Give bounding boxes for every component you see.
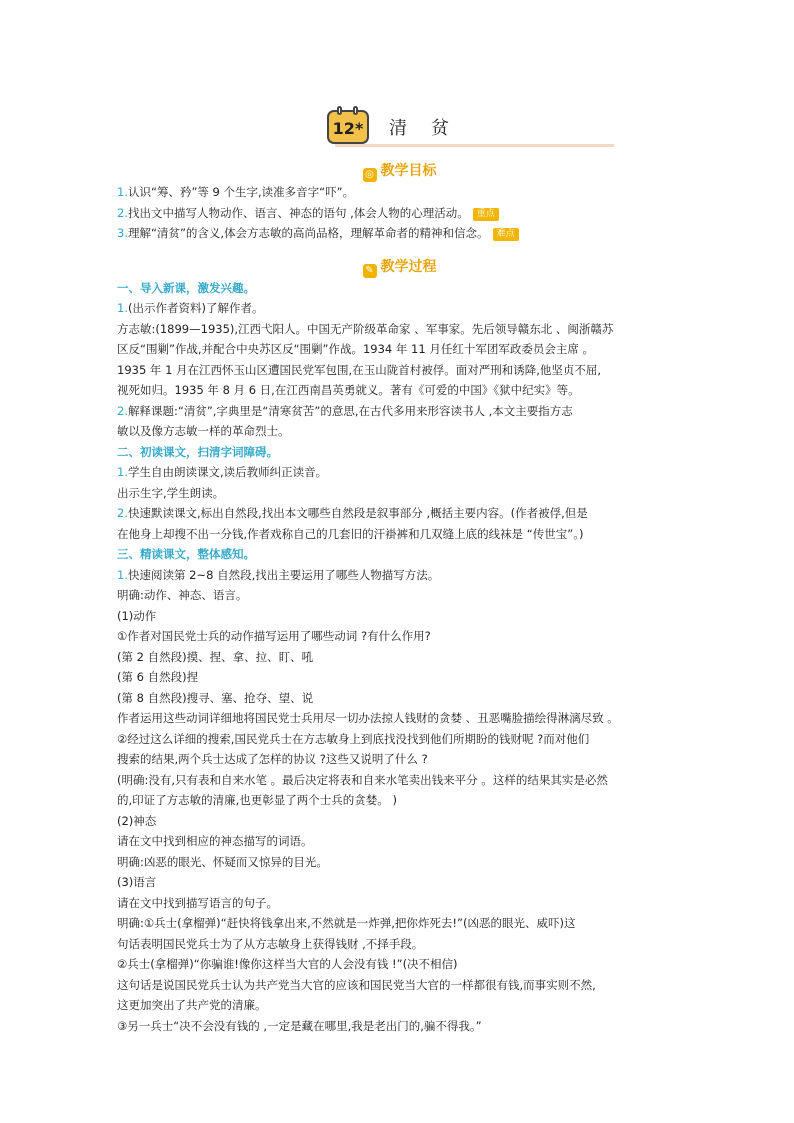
text-line: ②经过这么详细的搜索,国民党兵士在方志敏身上到底找没找到他们所期盼的钱财呢 ?而对他们 (117, 731, 590, 746)
text-line: 区反“围剿”作战,并配合中央苏区反“围剿”作战。1934 年 11 月任红十军团军政委员会主席 。 (117, 342, 595, 356)
goal-item: 3.理解“清贫”的含义,体会方志敏的高尚品格，理解革命者的精神和信念。 难点 (117, 223, 682, 244)
target-icon: ◎ (363, 168, 377, 182)
text-line: ②兵士(拿榴弹)“你骗谁!像你这样当大官的人会没有钱 !”(决不相信) (117, 957, 458, 971)
text-line: 1.(出示作者资料)了解作者。 (117, 301, 264, 315)
step-1-content (117, 298, 682, 442)
text-line: 明确:凶恶的眼光、怀疑而又惊异的目光。 (117, 854, 328, 869)
text-line: (1)动作 (117, 608, 157, 623)
text-line: 这更加突出了共产党的清廉。 (117, 998, 267, 1012)
goal-item: 2.找出文中描写人物动作、语言、神态的语句 ,体会人物的心理活动。 重点 (117, 203, 682, 224)
item-number: 2. (117, 403, 128, 418)
title-underline (335, 144, 614, 147)
text-line: 2.解释课题:“清贫”,字典里是“清寒贫苦”的意思,在古代多用来形容读书人 ,本文主要指方志 (117, 403, 573, 418)
difficulty-badge: 难点 (493, 228, 519, 241)
lesson-page (117, 108, 682, 1036)
text-line: 1.学生自由朗读课文,读后教师纠正读音。 (117, 465, 328, 479)
goals-section-title: ◎ 教学目标 (117, 160, 682, 178)
text-line: 句话表明国民党兵士为了从方志敏身上获得钱财 ,不择手段。 (117, 936, 424, 951)
step-heading: 三、精读课文，整体感知。 (117, 547, 255, 561)
text-line: 出示生字,学生朗读。 (117, 485, 225, 500)
text-line: (明确:没有,只有表和自来水笔 。最后决定将表和自来水笔卖出钱来平分 。这样的结果其实是必然 (117, 772, 608, 787)
text-line: 请在文中找到相应的神态描写的词语。 (117, 834, 313, 848)
step-heading: 二、初读课文，扫清字词障碍。 (117, 444, 278, 459)
item-number: 1. (117, 465, 128, 479)
text-line: 1.快速阅读第 2~8 自然段,找出主要运用了哪些人物描写方法。 (117, 567, 440, 582)
lesson-number: 12* (332, 119, 364, 138)
step-3-content (117, 565, 682, 1037)
pencil-icon: ✎ (363, 264, 377, 278)
lesson-header (117, 108, 682, 148)
text-line: (第 8 自然段)搜寻、塞、抢夺、望、说 (117, 690, 314, 705)
text-line: (第 2 自然段)摸、捏、拿、拉、盯、吼 (117, 649, 314, 664)
item-number: 1. (117, 567, 128, 582)
text-line: ③另一兵士“决不会没有钱的 ,一定是藏在哪里,我是老出门的,骗不得我。” (117, 1018, 482, 1033)
step-2-content (117, 462, 682, 544)
text-line: 在他身上却搜不出一分钱,作者戏称自己的几套旧的汗褂裤和几双缝上底的线袜是 “传世宝”。) (117, 526, 584, 541)
text-line: 视死如归。1935 年 8 月 6 日,在江西南昌英勇就义。著有《可爱的中国》《狱中纪实》等。 (117, 383, 580, 397)
text-line: 搜索的结果,两个兵士达成了怎样的协议 ?这些又说明了什么 ? (117, 752, 428, 766)
text-line: 的,印证了方志敏的清廉,也更彰显了两个士兵的贪婪。 ) (117, 793, 397, 807)
key-point-badge: 重点 (473, 208, 499, 221)
text-line: 请在文中找到描写语言的句子。 (117, 895, 278, 910)
text-line: 方志敏:(1899—1935),江西弋阳人。中国无产阶级革命家 、军事家。先后领导赣东北 、闽浙赣苏 (117, 321, 614, 336)
text-line: 敏以及像方志敏一样的革命烈士。 (117, 424, 290, 438)
text-line: 明确:①兵士(拿榴弹)“赶快将钱拿出来,不然就是一炸弹,把你炸死去!”(凶恶的眼光、威吓)这 (117, 916, 576, 930)
item-number: 1. (117, 301, 128, 315)
text-line: (第 6 自然段)捏 (117, 670, 199, 684)
text-line: ①作者对国民党士兵的动作描写运用了哪些动词 ?有什么作用? (117, 629, 431, 643)
step-heading: 一、导入新课，激发兴趣。 (117, 280, 255, 295)
text-line: 明确:动作、神态、语言。 (117, 588, 248, 602)
item-number: 2. (117, 506, 128, 520)
page-title: 清贫 (389, 118, 473, 139)
calendar-icon (327, 110, 369, 144)
text-line: (2)神态 (117, 813, 157, 828)
text-line: (3)语言 (117, 875, 157, 889)
text-line: 作者运用这些动词详细地将国民党士兵用尽一切办法掠人钱财的贪婪 、丑恶嘴脸描绘得淋漓尽致 。 (117, 711, 619, 725)
text-line: 1935 年 1 月在江西怀玉山区遭国民党军包围,在玉山陇首村被俘。面对严刑和诱降,他坚贞不屈, (117, 362, 602, 377)
text-line: 这句话是说国民党兵士认为共产党当大官的应该和国民党当大官的一样都很有钱,而事实则不然, (117, 977, 596, 992)
text-line: 2.快速默读课文,标出自然段,找出本文哪些自然段是叙事部分 ,概括主要内容。(作者被俘,但是 (117, 506, 588, 520)
process-section-title: ✎ 教学过程 (117, 256, 682, 274)
goal-item: 1.认识“筹、矜”等 9 个生字,读准多音字“吓”。 (117, 185, 355, 199)
goals-list (117, 182, 682, 244)
